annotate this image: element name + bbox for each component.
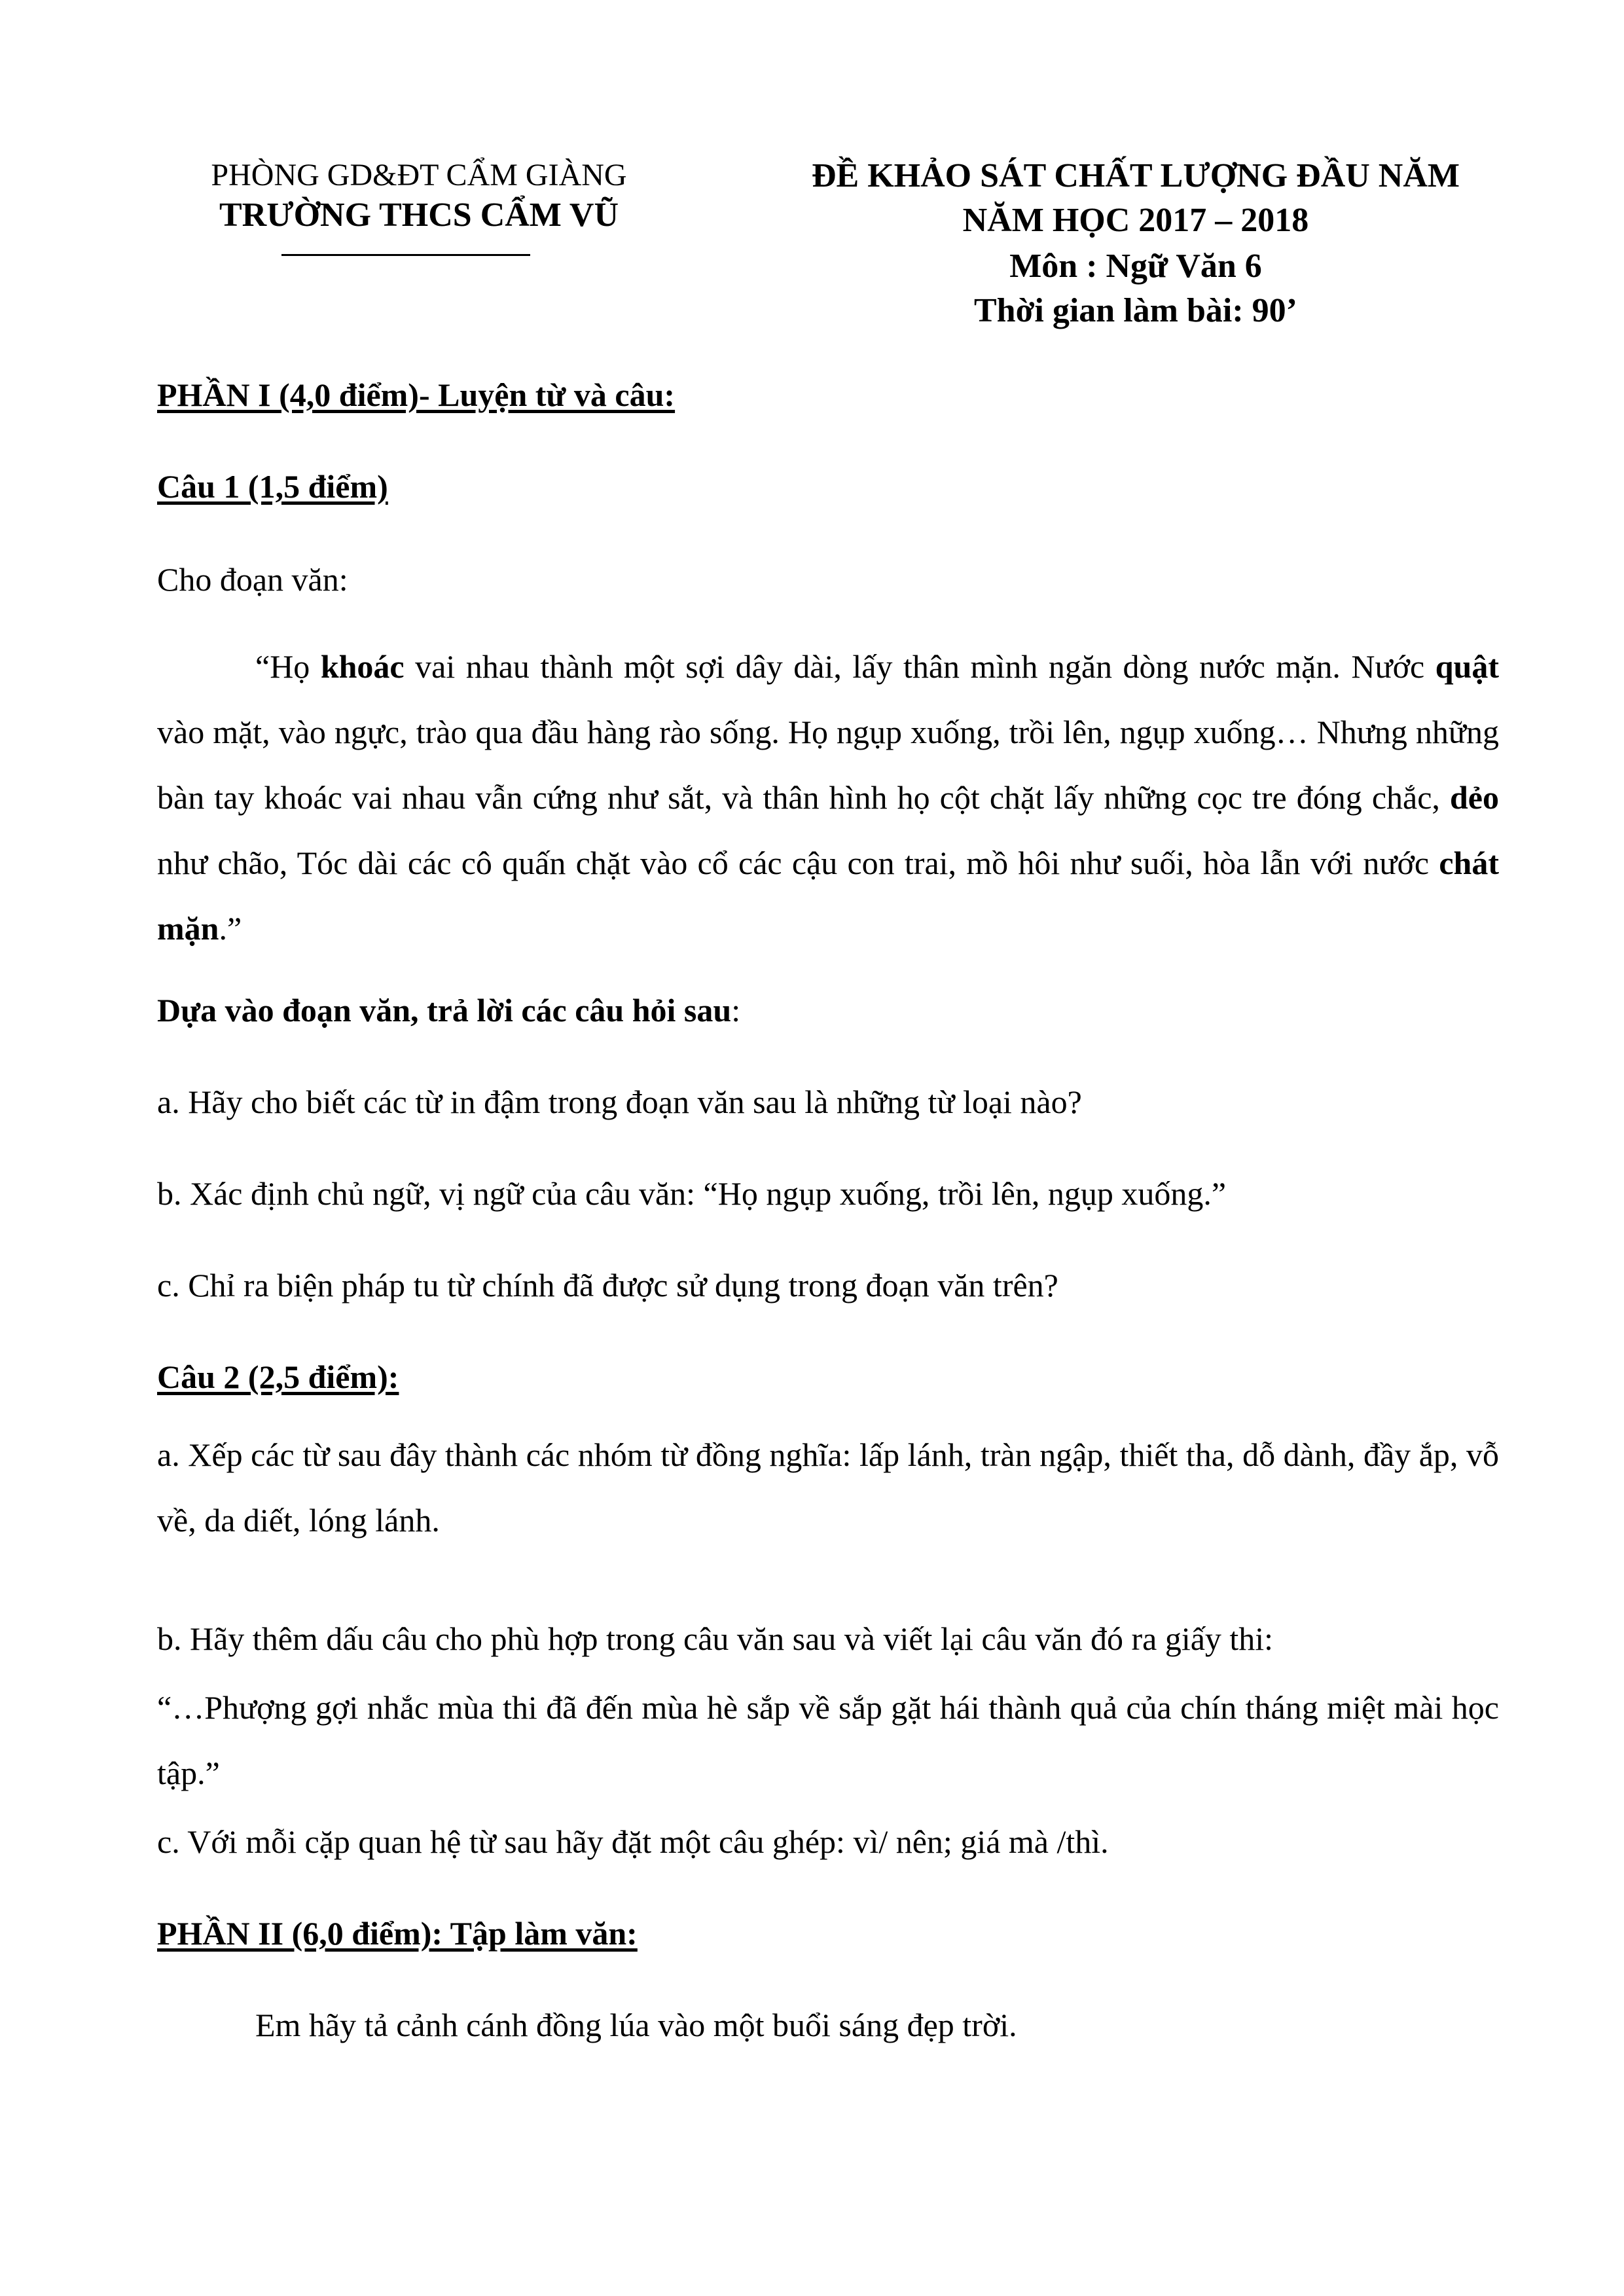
bold-word-chat-man: chát mặn <box>157 845 1499 947</box>
school-name: TRƯỜNG THCS CẨM VŨ <box>219 196 619 234</box>
part2-task: Em hãy tả cảnh cánh đồng lúa vào một buổi sáng đẹp trời. <box>255 2007 1017 2043</box>
q2-item-b-quote: “…Phượng gợi nhắc mùa thi đã đến mùa hè sắp về sắp gặt hái thành quả của chín tháng miệt mài học tập.” <box>157 1689 1499 1791</box>
subject: Môn : Ngữ Văn 6 <box>1009 247 1262 285</box>
exam-title: ĐỀ KHẢO SÁT CHẤT LƯỢNG ĐẦU NĂM <box>811 157 1460 194</box>
q2-item-c: c. Với mỗi cặp quan hệ từ sau hãy đặt một câu ghép: vì/ nên; giá mà /thì. <box>157 1823 1109 1860</box>
part1-heading: PHẦN I (4,0 điểm)- Luyện từ và câu: <box>157 376 676 413</box>
part2-heading: PHẦN II (6,0 điểm): Tập làm văn: <box>157 1915 638 1952</box>
bold-word-khoac: khoác <box>320 648 405 685</box>
bold-word-quat: quật <box>1435 648 1499 685</box>
time-allowed: Thời gian làm bài: 90’ <box>974 292 1297 329</box>
q1-item-b: b. Xác định chủ ngữ, vị ngữ của câu văn: “Họ ngụp xuống, trồi lên, ngụp xuống.” <box>157 1175 1227 1212</box>
department-name: PHÒNG GD&ĐT CẨM GIÀNG <box>211 158 627 192</box>
q1-item-c: c. Chỉ ra biện pháp tu từ chính đã được sử dụng trong đoạn văn trên? <box>157 1267 1058 1303</box>
q1-heading: Câu 1 (1,5 điểm) <box>157 468 388 505</box>
q2-item-b: b. Hãy thêm dấu câu cho phù hợp trong câu văn sau và viết lại câu văn đó ra giấy thi: <box>157 1620 1274 1657</box>
q1-passage: “Họ khoác vai nhau thành một sợi dây dài, lấy thân mình ngăn dòng nước mặn. Nước quật vào mặt, vào ngực, trào qua đầu hàng rào sống. Họ ngụp xuống, trồi lên, ngụp xuống… Nhưng những bàn tay khoác vai nhau vẫn cứng như sắt, và thân hình họ cột chặt lấy những cọc tre đóng chắc, dẻo như chão, Tóc dài các cô quấn chặt vào cổ các cậu con trai, mồ hôi như suối, hòa lẫn với nước chát mặn.” <box>157 648 1499 947</box>
bold-word-deo: dẻo <box>1450 779 1499 816</box>
school-year: NĂM HỌC 2017 – 2018 <box>962 202 1309 239</box>
q1-intro: Cho đoạn văn: <box>157 561 348 598</box>
q2-item-a: a. Xếp các từ sau đây thành các nhóm từ đồng nghĩa: lấp lánh, tràn ngập, thiết tha, dỗ dành, đầy ắp, vỗ về, da diết, lóng lánh. <box>157 1436 1499 1539</box>
header-underline <box>281 254 530 256</box>
q2-heading: Câu 2 (2,5 điểm): <box>157 1358 399 1395</box>
q1-item-a: a. Hãy cho biết các từ in đậm trong đoạn văn sau là những từ loại nào? <box>157 1084 1082 1120</box>
q1-instruction: Dựa vào đoạn văn, trả lời các câu hỏi sau: <box>157 992 741 1029</box>
